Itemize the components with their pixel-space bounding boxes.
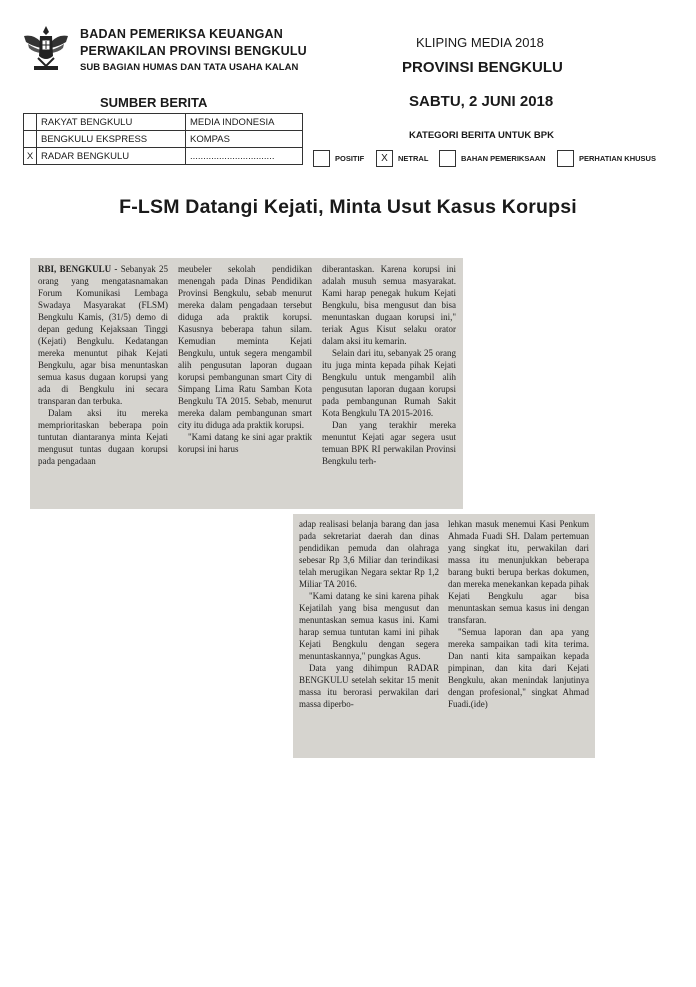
article-headline: F-LSM Datangi Kejati, Minta Usut Kasus Korupsi — [119, 196, 577, 218]
source-mark — [24, 131, 37, 148]
category-label: BAHAN PEMERIKSAAN — [461, 154, 546, 163]
category-perhatian-khusus — [557, 150, 656, 167]
article-paragraph: Data yang dihimpun RADAR BENGKULU setelah sekitar 15 menit massa itu berorasi perwakilan dari massa diperbo- — [299, 663, 439, 709]
article-column-4 — [299, 518, 439, 754]
category-bahan-pemeriksaan — [439, 150, 546, 167]
article-paragraph: Selain dari itu, sebanyak 25 orang itu juga minta kepada pihak Kejati Bengkulu untuk mengambil alih pengusutan laporan dugaan korupsi pada pembangunan Rumah Sakit Kota Bengkulu TA 2015-2016. — [322, 348, 456, 418]
source-name: BENGKULU EKSPRESS — [37, 131, 186, 148]
article-column-3 — [322, 263, 456, 505]
category-label: POSITIF — [335, 154, 365, 163]
article-paragraph: "Kami datang ke sini agar praktik korupsi ini harus — [178, 432, 312, 454]
source-name: RAKYAT BENGKULU — [37, 114, 186, 131]
category-positif — [313, 150, 364, 167]
article-paragraph: lehkan masuk menemui Kasi Penkum Ahmada Fuadi SH. Dalam pertemuan yang singkat itu, perwakilan dari massa itu menunjukkan beberapa barang bukti berupa berkas dokumen, dan mereka menekankan kepada pihak Kejati Bengkulu agar bisa menuntaskan semua kasus ini dengan transfaran. — [448, 519, 589, 625]
source-mark — [24, 114, 37, 131]
organization-name: BADAN PEMERIKSA KEUANGAN — [80, 27, 283, 41]
garuda-emblem-icon — [22, 22, 70, 74]
article-paragraph: "Kami datang ke sini karena pihak Kejatilah yang bisa mengusut dan menuntaskan semua kasus ini. Kami harap semua tuntutan kami ini pihak Kejati Bengkulu dengan segera menuntaskannya," pungkas Agus. — [299, 591, 439, 661]
article-column-2 — [178, 263, 312, 505]
article-paragraph: adap realisasi belanja barang dan jasa pada sekretariat daerah dan dinas pendidikan pemuda dan olahraga sebesar Rp 3,6 Miliar dan terindikasi telah merugikan Negara sektar Rp 1,2 Miliar TA 2016. — [299, 519, 439, 589]
category-checkbox — [557, 150, 574, 167]
news-clipping-part1 — [30, 258, 463, 509]
article-paragraph: meubeler sekolah pendidikan menengah pada Dinas Pendidikan Provinsi Bengkulu, sebab menurut mereka dalam pengadaan tersebut diduga ada praktik korupsi. Kasusnya beberapa tahun silam. Kemudian meminta Kejati Bengkulu, untuk segera mengambil alih pengusutan laporan dugaan korupsi pembangunan smart City di Simpang Lima Ratu Samban Kota Bengkulu TA 2015. Sebab, menurut mereka dalam pembangunan smart city itu diduga ada praktik korupsi. — [178, 264, 312, 430]
category-label: NETRAL — [398, 154, 429, 163]
table-row — [24, 148, 303, 165]
category-checkbox — [439, 150, 456, 167]
article-paragraph: Dalam aksi itu mereka memprioritaskan beberapa poin tuntutan diantaranya minta Kejati mengusut tuntas dugaan korupsi pada pengadaan — [38, 408, 168, 466]
organization-unit: SUB BAGIAN HUMAS DAN TATA USAHA KALAN — [80, 62, 299, 73]
kliping-title: KLIPING MEDIA 2018 — [416, 35, 544, 50]
sources-table — [23, 113, 303, 165]
table-row — [24, 131, 303, 148]
table-row — [24, 114, 303, 131]
source-name: RADAR BENGKULU — [37, 148, 186, 165]
article-paragraph: Sebanyak 25 orang yang mengatasnamakan Forum Komunikasi Lembaga Swadaya Masyarakat (FLSM) Bengkulu Kamis, (31/5) demo di depan gedung Kejaksaan Tinggi (Kejati) Bengkulu. Kedatangan mereka menuntut pihak Kejati Bengkulu, agar bisa menuntaskan semua kasus dugaan korupsi yang ada di Bengkulu ini secara transparan dan terbuka. — [38, 264, 168, 406]
province-title: PROVINSI BENGKULU — [402, 59, 563, 76]
category-netral — [376, 150, 428, 167]
article-dateline: RBI, BENGKULU - — [38, 264, 118, 274]
source-name: ................................ — [186, 148, 303, 165]
category-checkbox — [313, 150, 330, 167]
organization-branch: PERWAKILAN PROVINSI BENGKULU — [80, 44, 307, 58]
category-label: PERHATIAN KHUSUS — [579, 154, 656, 163]
news-clipping-part2 — [293, 514, 595, 758]
category-checkbox: X — [376, 150, 393, 167]
publication-date: SABTU, 2 JUNI 2018 — [409, 93, 554, 110]
article-paragraph: "Semua laporan dan apa yang mereka sampaikan tadi kita terima. Dan nanti kita sampaikan kepada pimpinan, dan kita dari Kejati Bengkulu, akan menindak lanjutinya dengan profesional," singkat Ahmad Fuadi.(ide) — [448, 627, 589, 709]
article-paragraph: diberantaskan. Karena korupsi ini adalah musuh semua masyarakat. Kami harap penegak hukum Kejati Bengkulu, bisa mengusut dan bisa menuntaskan dugaan korupsi ini," teriak Agus Kisut selaku orator dalam aksi itu kemarin. — [322, 264, 456, 346]
article-paragraph: Dan yang terakhir mereka menuntut Kejati agar segera usut temuan BPK RI perwakilan Provinsi Bengkulu terh- — [322, 420, 456, 466]
sources-title: SUMBER BERITA — [100, 95, 208, 110]
article-column-5 — [448, 518, 589, 754]
source-mark: X — [24, 148, 37, 165]
category-title: KATEGORI BERITA UNTUK BPK — [409, 130, 554, 141]
source-name: KOMPAS — [186, 131, 303, 148]
source-name: MEDIA INDONESIA — [186, 114, 303, 131]
article-column-1 — [38, 263, 168, 505]
